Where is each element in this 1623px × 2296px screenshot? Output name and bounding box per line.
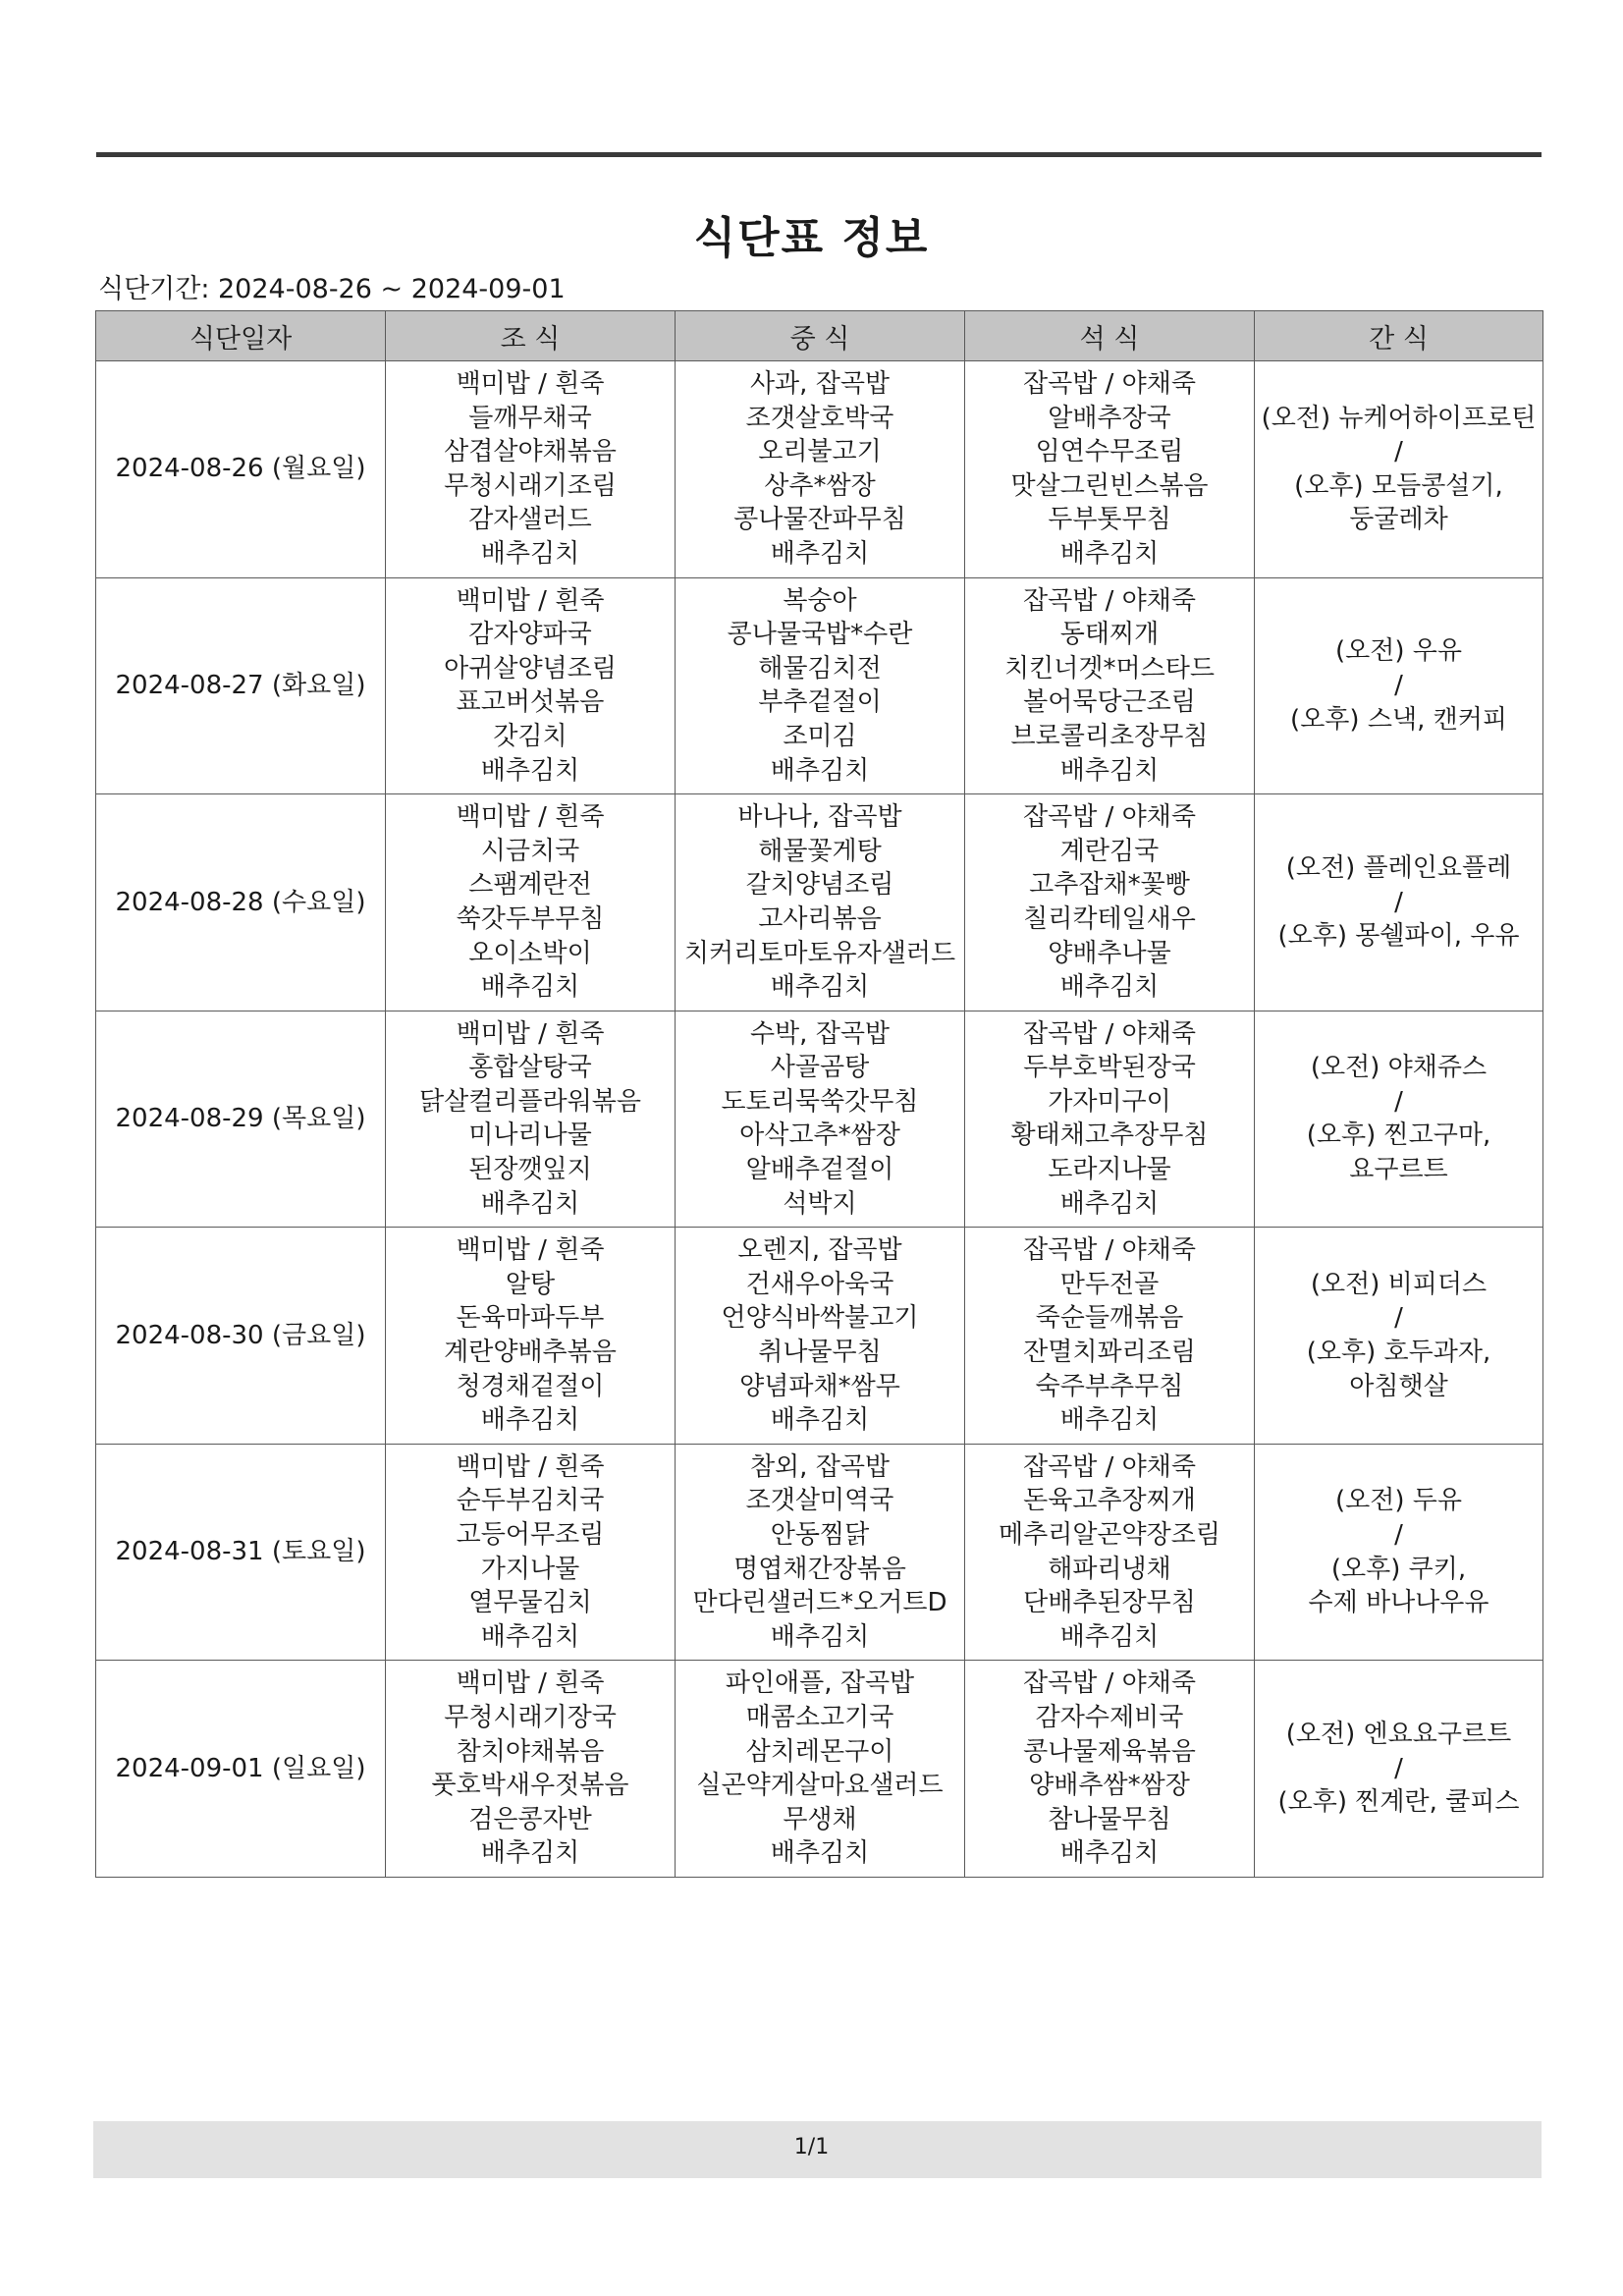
menu-item: 배추김치 <box>1059 1621 1160 1652</box>
lunch-cell <box>676 1228 965 1445</box>
menu-item: 배추김치 <box>480 1188 580 1219</box>
menu-item: 두부호박된장국 <box>1023 1053 1196 1083</box>
menu-item: 만다린샐러드*오거트D <box>692 1588 947 1618</box>
menu-item: 조갯살미역국 <box>745 1486 894 1516</box>
menu-item: 맛살그린빈스볶음 <box>1010 470 1209 501</box>
menu-item: / <box>1394 1520 1403 1550</box>
menu-item: 안동찜닭 <box>770 1520 870 1550</box>
menu-item: / <box>1394 1303 1403 1334</box>
table-header-row <box>96 311 1543 361</box>
table-body <box>96 361 1543 1878</box>
table-row <box>96 1228 1543 1445</box>
menu-item: 배추김치 <box>1059 538 1160 569</box>
menu-item: 칠리칵테일새우 <box>1023 903 1196 934</box>
menu-item: 알배추겉절이 <box>745 1155 894 1185</box>
snack-cell <box>1255 577 1543 794</box>
menu-item: 백미밥 / 흰죽 <box>456 1235 605 1266</box>
menu-item: 잡곡밥 / 야채죽 <box>1023 1018 1196 1049</box>
menu-item: 백미밥 / 흰죽 <box>456 1018 605 1049</box>
breakfast-cell <box>386 577 676 794</box>
snack-cell <box>1255 794 1543 1011</box>
table-row <box>96 1444 1543 1661</box>
menu-item: 양배추쌈*쌈장 <box>1029 1771 1190 1801</box>
menu-item: 순두부김치국 <box>456 1486 605 1516</box>
date-cell: 2024-08-28 (수요일) <box>96 794 386 1011</box>
menu-item: 배추김치 <box>770 538 870 569</box>
menu-item: 황태채고추장무침 <box>1010 1121 1209 1151</box>
menu-item: 계란김국 <box>1059 836 1160 866</box>
snack-cell <box>1255 1444 1543 1661</box>
menu-item: 잡곡밥 / 야채죽 <box>1023 1668 1196 1699</box>
menu-item: 볼어묵당근조림 <box>1023 687 1196 718</box>
menu-item: (오후) 스낵, 캔커피 <box>1290 704 1507 735</box>
header-breakfast: 조 식 <box>386 311 676 361</box>
menu-item: 배추김치 <box>480 1405 580 1436</box>
menu-item: 두부톳무침 <box>1048 505 1171 535</box>
dinner-cell <box>965 361 1255 578</box>
menu-item: 배추김치 <box>770 1621 870 1652</box>
menu-item: / <box>1394 1753 1403 1783</box>
menu-item: 백미밥 / 흰죽 <box>456 585 605 616</box>
menu-item: 배추김치 <box>480 1838 580 1869</box>
table-row <box>96 1011 1543 1228</box>
menu-item: (오전) 비피더스 <box>1310 1269 1488 1299</box>
dinner-cell <box>965 1011 1255 1228</box>
lunch-cell <box>676 1444 965 1661</box>
breakfast-cell <box>386 1228 676 1445</box>
lunch-cell <box>676 1011 965 1228</box>
date-cell: 2024-08-26 (월요일) <box>96 361 386 578</box>
menu-item: 돈육마파두부 <box>456 1303 605 1334</box>
date-cell: 2024-08-30 (금요일) <box>96 1228 386 1445</box>
menu-item: 참치야채볶음 <box>456 1736 605 1767</box>
menu-item: 갈치양념조림 <box>745 870 894 901</box>
menu-item: 사골곰탕 <box>770 1053 870 1083</box>
menu-item: 백미밥 / 흰죽 <box>456 802 605 833</box>
menu-item: 양념파채*쌈무 <box>739 1371 900 1401</box>
menu-item: 풋호박새우젓볶음 <box>431 1771 629 1801</box>
snack-cell <box>1255 1661 1543 1878</box>
menu-item: 도토리묵쑥갓무침 <box>721 1086 919 1117</box>
menu-item: 감자샐러드 <box>468 505 592 535</box>
menu-item: 언양식바싹불고기 <box>721 1303 919 1334</box>
menu-item: 배추김치 <box>770 972 870 1003</box>
menu-item: 쑥갓두부무침 <box>456 903 605 934</box>
breakfast-cell <box>386 794 676 1011</box>
menu-item: 명엽채간장볶음 <box>733 1554 906 1584</box>
menu-item: 해물꽃게탕 <box>758 836 882 866</box>
menu-item: 검은콩자반 <box>468 1804 592 1834</box>
table-row <box>96 577 1543 794</box>
dinner-cell <box>965 1661 1255 1878</box>
page-title: 식단표 정보 <box>693 213 930 263</box>
menu-item: 배추김치 <box>770 755 870 786</box>
menu-item: 해파리냉채 <box>1048 1554 1171 1584</box>
header-dinner: 석 식 <box>965 311 1255 361</box>
menu-item: 아침햇살 <box>1349 1371 1448 1401</box>
menu-item: 홍합살탕국 <box>468 1053 592 1083</box>
menu-item: 청경채겉절이 <box>456 1371 605 1401</box>
meal-period: 식단기간: 2024-08-26 ~ 2024-09-01 <box>98 274 566 304</box>
lunch-cell <box>676 577 965 794</box>
menu-item: (오전) 우유 <box>1334 636 1463 667</box>
snack-cell <box>1255 361 1543 578</box>
menu-item: 부추겉절이 <box>758 687 882 718</box>
menu-item: 오이소박이 <box>468 938 592 968</box>
date-cell: 2024-09-01 (일요일) <box>96 1661 386 1878</box>
snack-cell <box>1255 1228 1543 1445</box>
menu-item: 감자수제비국 <box>1035 1702 1184 1732</box>
dinner-cell <box>965 794 1255 1011</box>
menu-item: 취나물무침 <box>758 1338 882 1368</box>
dinner-cell <box>965 1228 1255 1445</box>
breakfast-cell <box>386 1444 676 1661</box>
menu-item: 도라지나물 <box>1048 1155 1171 1185</box>
table-row <box>96 1661 1543 1878</box>
menu-item: 백미밥 / 흰죽 <box>456 369 605 399</box>
menu-item: 오리불고기 <box>758 437 882 467</box>
header-rule <box>96 152 1542 157</box>
menu-item: 무청시래기장국 <box>444 1702 617 1732</box>
breakfast-cell <box>386 1661 676 1878</box>
menu-item: 사과, 잡곡밥 <box>749 369 891 399</box>
menu-item: 임연수무조림 <box>1035 437 1184 467</box>
table-row <box>96 794 1543 1011</box>
breakfast-cell <box>386 1011 676 1228</box>
menu-item: 들깨무채국 <box>468 403 592 433</box>
menu-item: 동태찌개 <box>1059 620 1160 650</box>
menu-item: (오전) 야채쥬스 <box>1310 1053 1488 1083</box>
menu-item: 콩나물제육볶음 <box>1023 1736 1196 1767</box>
menu-item: 둥굴레차 <box>1349 505 1448 535</box>
menu-item: 배추김치 <box>1059 1188 1160 1219</box>
menu-item: 파인애플, 잡곡밥 <box>725 1668 915 1699</box>
menu-item: 매콤소고기국 <box>745 1702 894 1732</box>
date-cell: 2024-08-29 (목요일) <box>96 1011 386 1228</box>
menu-item: 배추김치 <box>480 538 580 569</box>
menu-item: 배추김치 <box>480 972 580 1003</box>
dinner-cell <box>965 577 1255 794</box>
menu-item: 메추리알곤약장조림 <box>998 1520 1221 1550</box>
menu-item: 가지나물 <box>480 1554 580 1584</box>
header-snack: 간 식 <box>1255 311 1543 361</box>
menu-item: 시금치국 <box>480 836 580 866</box>
menu-item: 고추잡채*꽃빵 <box>1029 870 1190 901</box>
menu-item: 양배추나물 <box>1048 938 1171 968</box>
menu-item: 고등어무조림 <box>456 1520 605 1550</box>
menu-item: 배추김치 <box>1059 972 1160 1003</box>
breakfast-cell <box>386 361 676 578</box>
menu-item: (오후) 모듬콩설기, <box>1294 470 1503 501</box>
header-date: 식단일자 <box>96 311 386 361</box>
menu-item: 조갯살호박국 <box>745 403 894 433</box>
menu-item: 갓김치 <box>493 721 568 751</box>
menu-item: (오후) 찐고구마, <box>1306 1121 1491 1151</box>
menu-item: 복숭아 <box>783 585 857 616</box>
menu-item: 숙주부추무침 <box>1035 1371 1184 1401</box>
menu-item: 열무물김치 <box>468 1588 592 1618</box>
menu-item: 브로콜리초장무침 <box>1010 721 1209 751</box>
page-number: 1/1 <box>793 2135 830 2159</box>
menu-item: 잔멸치꽈리조림 <box>1023 1338 1196 1368</box>
date-cell: 2024-08-27 (화요일) <box>96 577 386 794</box>
menu-item: 콩나물국밥*수란 <box>727 620 913 650</box>
menu-item: 잡곡밥 / 야채죽 <box>1023 369 1196 399</box>
menu-item: 알탕 <box>505 1269 556 1299</box>
menu-item: 표고버섯볶음 <box>456 687 605 718</box>
menu-item: 석박지 <box>783 1188 857 1219</box>
menu-item: 오렌지, 잡곡밥 <box>737 1235 902 1266</box>
menu-item: 고사리볶음 <box>758 903 882 934</box>
date-cell: 2024-08-31 (토요일) <box>96 1444 386 1661</box>
menu-item: 삼겹살야채볶음 <box>444 437 617 467</box>
menu-item: 콩나물잔파무침 <box>733 505 906 535</box>
table-row <box>96 361 1543 578</box>
menu-item: 배추김치 <box>1059 1838 1160 1869</box>
menu-item: / <box>1394 671 1403 701</box>
menu-item: 잡곡밥 / 야채죽 <box>1023 1235 1196 1266</box>
menu-item: (오후) 호두과자, <box>1306 1338 1491 1368</box>
menu-item: / <box>1394 1086 1403 1117</box>
menu-item: 해물김치전 <box>758 653 882 683</box>
snack-cell <box>1255 1011 1543 1228</box>
lunch-cell <box>676 361 965 578</box>
menu-item: 배추김치 <box>770 1405 870 1436</box>
menu-item: 조미김 <box>783 721 857 751</box>
menu-item: 백미밥 / 흰죽 <box>456 1451 605 1482</box>
menu-item: 돈육고추장찌개 <box>1023 1486 1196 1516</box>
menu-item: 수박, 잡곡밥 <box>749 1018 891 1049</box>
menu-item: 잡곡밥 / 야채죽 <box>1023 802 1196 833</box>
menu-item: (오후) 찐계란, 쿨피스 <box>1277 1787 1520 1818</box>
menu-item: 건새우아욱국 <box>745 1269 894 1299</box>
menu-item: 무청시래기조림 <box>444 470 617 501</box>
menu-item: 닭살컬리플라워볶음 <box>418 1086 642 1117</box>
menu-item: 삼치레몬구이 <box>745 1736 894 1767</box>
menu-item: 바나나, 잡곡밥 <box>737 802 902 833</box>
menu-item: 무생채 <box>783 1804 857 1834</box>
menu-item: (오전) 두유 <box>1334 1486 1463 1516</box>
menu-item: 백미밥 / 흰죽 <box>456 1668 605 1699</box>
menu-item: 스팸계란전 <box>468 870 592 901</box>
menu-item: 잡곡밥 / 야채죽 <box>1023 1451 1196 1482</box>
menu-item: 배추김치 <box>480 755 580 786</box>
menu-item: 요구르트 <box>1349 1155 1448 1185</box>
menu-item: / <box>1394 887 1403 917</box>
menu-item: 가자미구이 <box>1048 1086 1171 1117</box>
dinner-cell <box>965 1444 1255 1661</box>
menu-item: 상추*쌈장 <box>764 470 876 501</box>
menu-item: (오후) 쿠키, <box>1330 1554 1467 1584</box>
menu-item: 만두전골 <box>1059 1269 1160 1299</box>
menu-item: 참나물무침 <box>1048 1804 1171 1834</box>
menu-item: 감자양파국 <box>468 620 592 650</box>
menu-item: / <box>1394 437 1403 467</box>
menu-item: 수제 바나나우유 <box>1308 1588 1489 1618</box>
meal-table <box>95 310 1543 1878</box>
menu-item: 참외, 잡곡밥 <box>749 1451 891 1482</box>
header-lunch: 중 식 <box>676 311 965 361</box>
menu-item: 치킨너겟*머스타드 <box>1004 653 1215 683</box>
menu-item: (오전) 엔요요구르트 <box>1285 1720 1512 1750</box>
menu-item: 배추김치 <box>480 1621 580 1652</box>
menu-item: 계란양배추볶음 <box>444 1338 617 1368</box>
menu-item: 미나리나물 <box>468 1121 592 1151</box>
menu-item: 된장깻잎지 <box>468 1155 592 1185</box>
menu-item: (오전) 플레인요플레 <box>1285 853 1512 884</box>
menu-item: 배추김치 <box>1059 755 1160 786</box>
menu-item: 치커리토마토유자샐러드 <box>683 938 956 968</box>
lunch-cell <box>676 794 965 1011</box>
menu-item: (오후) 몽쉘파이, 우유 <box>1277 921 1520 952</box>
lunch-cell <box>676 1661 965 1878</box>
menu-item: 아귀살양념조림 <box>444 653 617 683</box>
menu-item: 실곤약게살마요샐러드 <box>696 1771 944 1801</box>
menu-item: (오전) 뉴케어하이프로틴 <box>1261 403 1537 433</box>
menu-item: 배추김치 <box>770 1838 870 1869</box>
menu-item: 배추김치 <box>1059 1405 1160 1436</box>
menu-item: 아삭고추*쌈장 <box>739 1121 900 1151</box>
menu-item: 잡곡밥 / 야채죽 <box>1023 585 1196 616</box>
menu-item: 죽순들깨볶음 <box>1035 1303 1184 1334</box>
menu-item: 단배추된장무침 <box>1023 1588 1196 1618</box>
menu-item: 알배추장국 <box>1048 403 1171 433</box>
